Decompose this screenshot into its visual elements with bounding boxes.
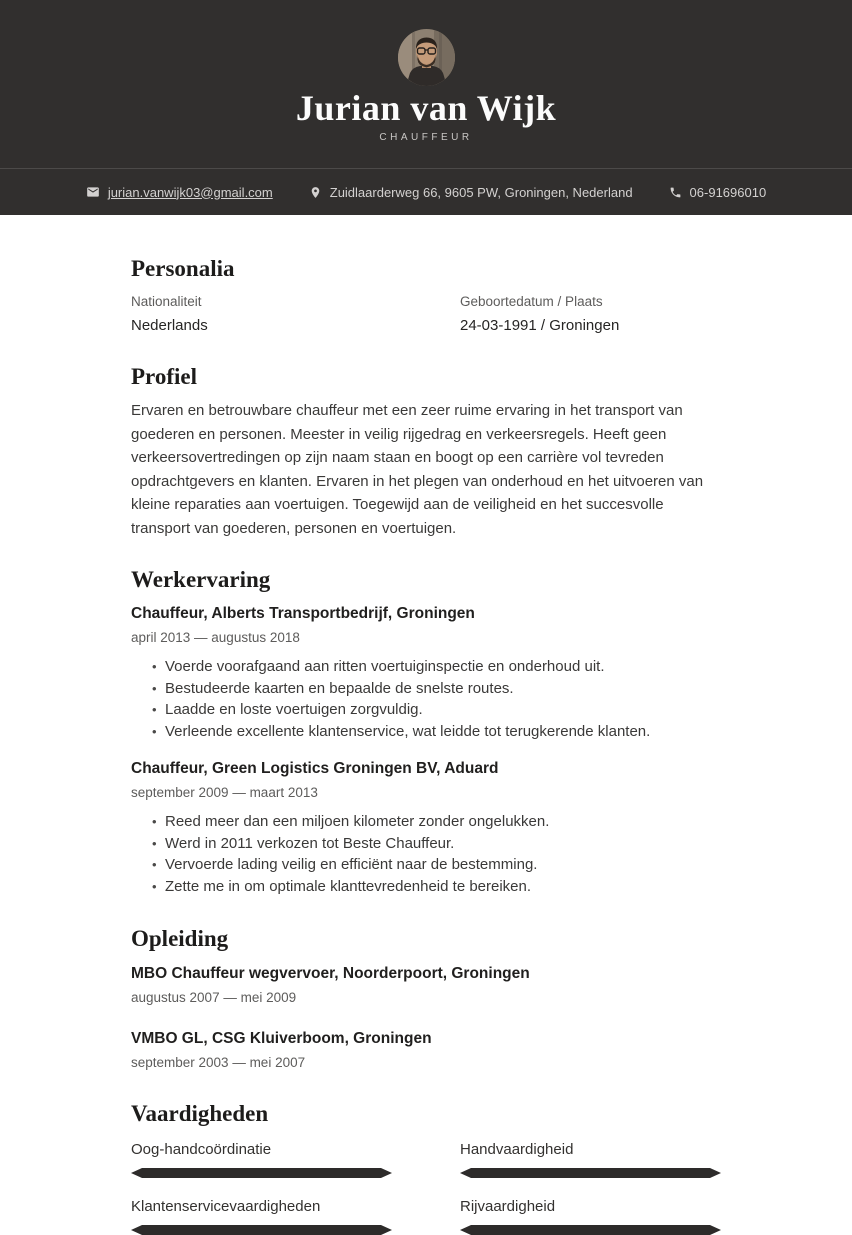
bullet-dot: • bbox=[152, 835, 157, 851]
bullet-text: Voerde voorafgaand aan ritten voertuiginspectie en onderhoud uit. bbox=[165, 658, 605, 675]
candidate-job-title: CHAUFFEUR bbox=[379, 132, 473, 143]
section-personalia bbox=[131, 255, 721, 336]
profile-text: Ervaren en betrouwbare chauffeur met een zeer ruime ervaring in het transport van goederen en personen. Meester in veilig rijgedrag en verkeersregels. Heeft geen verkeersovertredingen op zijn naam staan en boogt op een carrière vol tevreden opdrachtgevers en klanten. Ervaren in het plegen van onderhoud en het uitvoeren van kleine reparaties aan voertuigen. Toegewijd aan de veiligheid en het succesvolle transport van goederen, personen en voertuigen. bbox=[131, 402, 704, 537]
phone-text: 06-91696010 bbox=[689, 184, 767, 200]
job-bullet bbox=[131, 811, 721, 833]
job-bullet bbox=[131, 678, 721, 700]
skill-item bbox=[460, 1140, 721, 1178]
job-bullet bbox=[131, 833, 721, 855]
address-text: Zuidlaarderweg 66, 9605 PW, Groningen, Nederland bbox=[329, 184, 633, 200]
education-entry bbox=[131, 964, 721, 1007]
skills-grid bbox=[131, 1140, 721, 1235]
job-dates: september 2009 — maart 2013 bbox=[131, 785, 318, 800]
field-label: Geboortedatum / Plaats bbox=[460, 294, 603, 309]
skill-level-bar bbox=[131, 1225, 392, 1235]
personalia-field bbox=[460, 293, 721, 336]
job-entry bbox=[131, 604, 721, 742]
personalia-heading: Personalia bbox=[131, 256, 235, 281]
skill-level-bar bbox=[131, 1168, 392, 1178]
skill-name: Rijvaardigheid bbox=[460, 1198, 556, 1215]
job-dates: april 2013 — augustus 2018 bbox=[131, 630, 300, 645]
vaardigheden-heading: Vaardigheden bbox=[131, 1101, 269, 1126]
skill-name: Handvaardigheid bbox=[460, 1141, 574, 1158]
contact-email-item bbox=[86, 185, 273, 200]
field-value: 24-03-1991 / Groningen bbox=[460, 317, 620, 334]
bullet-dot: • bbox=[152, 814, 157, 829]
section-vaardigheden bbox=[131, 1100, 721, 1235]
bullet-text: Laadde en loste voertuigen zorgvuldig. bbox=[165, 701, 423, 718]
personalia-field bbox=[131, 293, 392, 336]
job-title: Chauffeur, Alberts Transportbedrijf, Groningen bbox=[131, 605, 475, 622]
education-title: MBO Chauffeur wegvervoer, Noorderpoort, Groningen bbox=[131, 965, 530, 982]
job-bullet bbox=[131, 699, 721, 721]
contact-address-item bbox=[309, 185, 633, 200]
bullet-dot: • bbox=[152, 680, 157, 696]
section-opleiding bbox=[131, 925, 721, 1072]
bullet-dot: • bbox=[152, 702, 157, 717]
bullet-text: Zette me in om optimale klanttevredenheid te bereiken. bbox=[165, 877, 532, 895]
bullet-text: Vervoerde lading veilig en efficiënt naar de bestemming. bbox=[165, 856, 538, 873]
email-link[interactable]: jurian.vanwijk03@gmail.com bbox=[107, 184, 273, 200]
education-title: VMBO GL, CSG Kluiverboom, Groningen bbox=[131, 1030, 432, 1047]
education-dates: augustus 2007 — mei 2009 bbox=[131, 990, 297, 1005]
education-dates: september 2003 — mei 2007 bbox=[131, 1055, 306, 1070]
job-title: Chauffeur, Green Logistics Groningen BV, Aduard bbox=[131, 760, 499, 777]
bullet-dot: • bbox=[152, 857, 157, 872]
job-bullet bbox=[131, 721, 721, 743]
resume-body bbox=[0, 255, 852, 1235]
werkervaring-heading: Werkervaring bbox=[131, 567, 271, 592]
skill-item bbox=[131, 1197, 392, 1235]
skill-name: Klantenservicevaardigheden bbox=[131, 1198, 321, 1215]
job-bullet bbox=[131, 656, 721, 678]
section-profiel bbox=[131, 363, 721, 540]
skill-name: Oog-handcoördinatie bbox=[131, 1141, 272, 1158]
opleiding-heading: Opleiding bbox=[131, 926, 229, 951]
contact-phone-item bbox=[669, 185, 767, 200]
skill-item bbox=[460, 1197, 721, 1235]
job-bullet bbox=[131, 854, 721, 876]
skill-item bbox=[131, 1140, 392, 1178]
bullet-dot: • bbox=[152, 723, 157, 739]
bullet-text: Verleende excellente klantenservice, wat leidde tot terugkerende klanten. bbox=[165, 722, 651, 740]
location-pin-icon bbox=[309, 186, 322, 199]
avatar-portrait-graphic bbox=[398, 29, 455, 86]
skill-level-bar bbox=[460, 1168, 721, 1178]
skill-level-bar bbox=[460, 1225, 721, 1235]
bullet-dot: • bbox=[152, 878, 157, 894]
avatar bbox=[398, 29, 455, 86]
phone-icon bbox=[669, 186, 682, 199]
section-werkervaring bbox=[131, 566, 721, 897]
bullet-text: Reed meer dan een miljoen kilometer zonder ongelukken. bbox=[165, 813, 550, 830]
email-icon bbox=[86, 185, 100, 199]
job-bullet-list bbox=[131, 811, 721, 897]
field-label: Nationaliteit bbox=[131, 294, 202, 309]
header-top bbox=[0, 0, 852, 169]
header bbox=[0, 0, 852, 215]
contact-bar bbox=[0, 169, 852, 215]
field-value: Nederlands bbox=[131, 317, 208, 334]
bullet-text: Werd in 2011 verkozen tot Beste Chauffeur. bbox=[165, 834, 455, 852]
profiel-heading: Profiel bbox=[131, 364, 197, 389]
job-entry bbox=[131, 759, 721, 897]
job-bullet bbox=[131, 876, 721, 898]
bullet-dot: • bbox=[152, 659, 157, 674]
candidate-name: Jurian van Wijk bbox=[295, 88, 557, 128]
job-bullet-list bbox=[131, 656, 721, 742]
bullet-text: Bestudeerde kaarten en bepaalde de snelste routes. bbox=[165, 679, 514, 697]
personalia-grid bbox=[131, 293, 721, 336]
education-entry bbox=[131, 1029, 721, 1072]
